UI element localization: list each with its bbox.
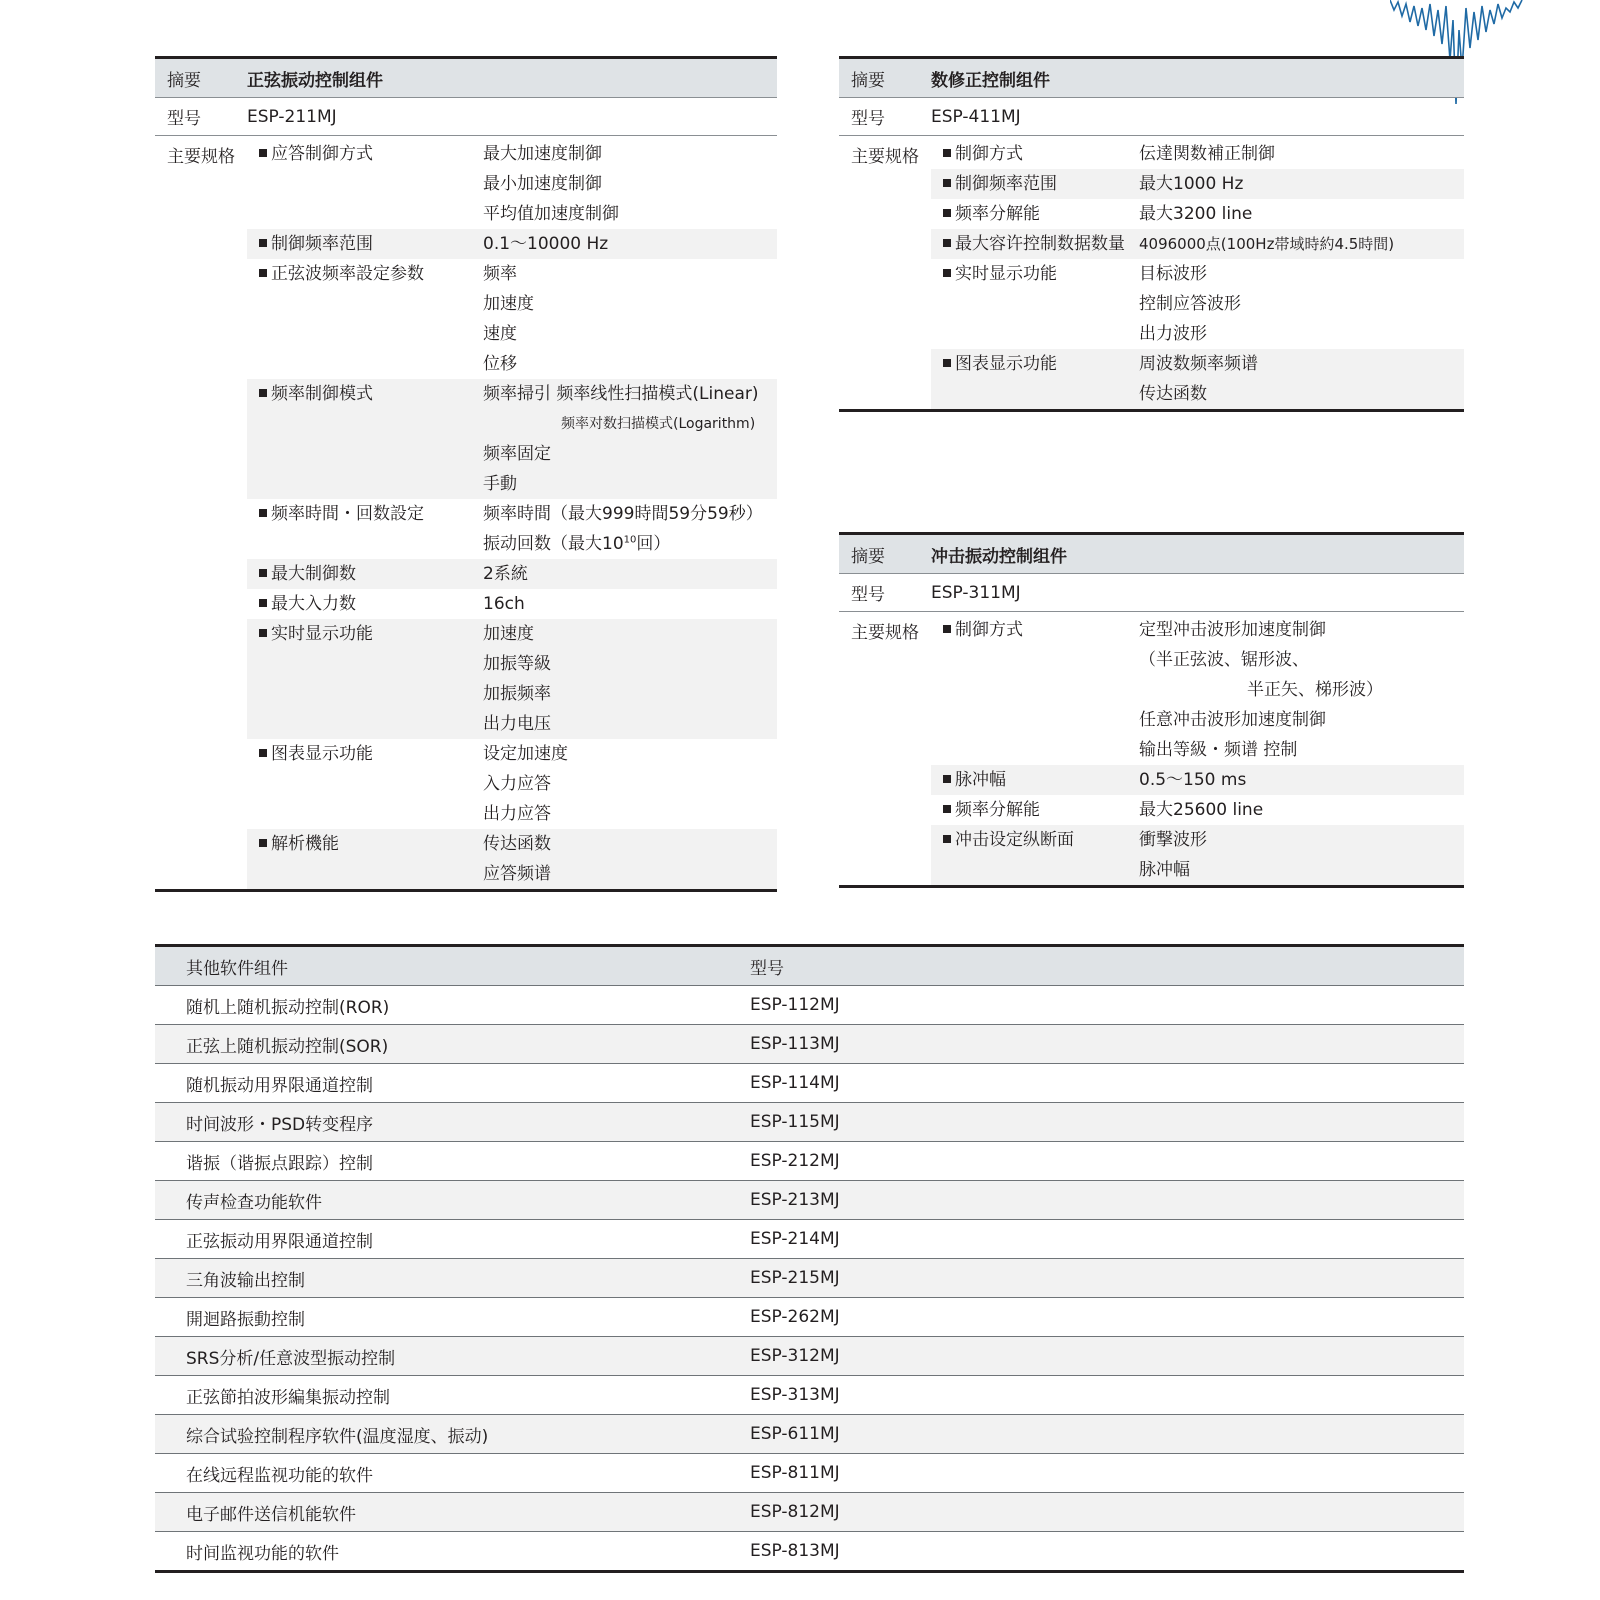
spec-row	[247, 229, 777, 259]
spec-value: 频率	[483, 264, 517, 284]
table-row	[155, 1376, 1464, 1415]
software-name: 时间波形・PSD转变程序	[186, 1114, 374, 1135]
spec-row	[931, 612, 1464, 765]
spec-value: 出力电压	[483, 714, 551, 734]
spec-name: 图表显示功能	[931, 349, 1139, 379]
software-name: 正弦振动用界限通道控制	[186, 1231, 373, 1252]
summary-label: 摘要	[167, 70, 201, 91]
spec-value: 最大加速度制御	[483, 144, 602, 164]
table-header	[155, 59, 777, 98]
spec-value: 速度	[483, 324, 517, 344]
software-model: ESP-611MJ	[750, 1424, 840, 1444]
spec-name: 最大制御数	[247, 559, 483, 589]
software-name: 电子邮件送信机能软件	[186, 1504, 356, 1525]
main-spec-label: 主要规格	[851, 623, 919, 643]
table-row	[155, 1298, 1464, 1337]
spec-value: 最大1000 Hz	[1139, 174, 1244, 194]
spec-name: 实时显示功能	[931, 259, 1139, 289]
shock-control-spec-table	[839, 532, 1464, 888]
table-header	[839, 59, 1464, 98]
model-value: ESP-411MJ	[931, 106, 1021, 127]
spec-value: 衝撃波形	[1139, 830, 1207, 850]
spec-value: 伝達関数補正制御	[1139, 144, 1275, 164]
spec-value: 传达函数	[1139, 384, 1207, 404]
spec-value: 最小加速度制御	[483, 174, 602, 194]
software-name: 谐振（谐振点跟踪）控制	[186, 1153, 373, 1174]
spec-name: 频率分解能	[931, 795, 1139, 825]
model-row	[155, 98, 777, 136]
spec-row	[931, 349, 1464, 409]
spec-row	[931, 169, 1464, 199]
software-name: 随机振动用界限通道控制	[186, 1075, 373, 1096]
spec-name: 解析機能	[247, 829, 483, 859]
spec-row	[247, 619, 777, 739]
spec-value: 频率掃引 频率线性扫描模式(Linear)	[483, 384, 759, 404]
software-model: ESP-813MJ	[750, 1541, 840, 1561]
module-title: 数修正控制组件	[931, 70, 1050, 91]
spec-value: 位移	[483, 354, 517, 374]
spec-row	[247, 559, 777, 589]
spec-value: 加振频率	[483, 684, 551, 704]
software-model: ESP-113MJ	[750, 1034, 840, 1054]
model-value: ESP-311MJ	[931, 582, 1021, 603]
spec-row	[931, 765, 1464, 795]
spec-name: 最大入力数	[247, 589, 483, 619]
spec-name: 频率時間・回数設定	[247, 499, 483, 529]
spec-row	[247, 259, 777, 379]
software-model: ESP-262MJ	[750, 1307, 840, 1327]
model-row	[839, 574, 1464, 612]
spec-name: 应答制御方式	[247, 139, 483, 169]
spec-name: 最大容许控制数据数量	[931, 229, 1139, 259]
spec-value: 出力波形	[1139, 324, 1207, 344]
spec-name: 频率分解能	[931, 199, 1139, 229]
spec-value: 应答频谱	[483, 864, 551, 884]
software-model: ESP-214MJ	[750, 1229, 840, 1249]
spec-value: 控制应答波形	[1139, 294, 1241, 314]
software-name: 開迴路振動控制	[186, 1309, 305, 1330]
software-model: ESP-213MJ	[750, 1190, 840, 1210]
spec-value: 设定加速度	[483, 744, 568, 764]
table-header	[155, 947, 1464, 986]
table-row	[155, 1181, 1464, 1220]
spec-value: 加速度	[483, 294, 534, 314]
spec-row	[931, 136, 1464, 169]
spec-value: 0.1～10000 Hz	[483, 234, 609, 254]
count-suffix: 回）	[636, 534, 671, 554]
spec-value: 频率对数扫描模式(Logarithm)	[561, 416, 756, 432]
spec-value: 加速度	[483, 624, 534, 644]
main-spec-label: 主要规格	[167, 147, 235, 167]
software-model: ESP-313MJ	[750, 1385, 840, 1405]
table-row	[155, 1025, 1464, 1064]
spec-name: 图表显示功能	[247, 739, 483, 769]
software-name: 正弦節拍波形編集振动控制	[186, 1387, 390, 1408]
model-label: 型号	[851, 585, 885, 605]
main-spec-label: 主要规格	[851, 147, 919, 167]
table-row	[155, 1064, 1464, 1103]
table-row	[155, 1259, 1464, 1298]
software-model: ESP-114MJ	[750, 1073, 840, 1093]
model-row	[839, 98, 1464, 136]
table-row	[155, 1493, 1464, 1532]
spec-value: 频率固定	[483, 444, 551, 464]
spec-row	[247, 499, 777, 559]
table-row	[155, 1103, 1464, 1142]
spec-name: 制御方式	[931, 139, 1139, 169]
spec-row	[247, 379, 777, 499]
software-name: 时间监视功能的软件	[186, 1543, 339, 1564]
spec-value: 手動	[483, 474, 517, 494]
spec-row	[247, 589, 777, 619]
spec-row	[247, 739, 777, 829]
spec-value: （半正弦波、锯形波、	[1139, 650, 1309, 670]
spec-value: 入力应答	[483, 774, 551, 794]
spec-name: 脉冲幅	[931, 765, 1139, 795]
table-header	[839, 535, 1464, 574]
spec-row	[247, 136, 777, 229]
spec-row	[931, 259, 1464, 349]
spec-value: 0.5～150 ms	[1139, 770, 1247, 790]
model-label: 型号	[851, 109, 885, 129]
summary-label: 摘要	[851, 546, 885, 567]
software-model: ESP-215MJ	[750, 1268, 840, 1288]
spec-name: 频率制御模式	[247, 379, 483, 409]
software-model: ESP-812MJ	[750, 1502, 840, 1522]
spec-row	[931, 795, 1464, 825]
software-model: ESP-312MJ	[750, 1346, 840, 1366]
spec-name: 制御频率范围	[931, 169, 1139, 199]
spec-value: 出力应答	[483, 804, 551, 824]
spec-value: 16ch	[483, 594, 525, 614]
other-software-table	[155, 944, 1464, 1573]
spec-value: 任意冲击波形加速度制御	[1139, 710, 1326, 730]
summary-label: 摘要	[851, 70, 885, 91]
spec-value: 最大25600 line	[1139, 800, 1264, 820]
tfc-control-spec-table	[839, 56, 1464, 412]
spec-name: 正弦波频率設定参数	[247, 259, 483, 289]
spec-body	[839, 136, 1464, 409]
software-name: 随机上随机振动控制(ROR)	[186, 997, 390, 1018]
spec-value: 4096000点(100Hz帯域時約4.5時間)	[1139, 235, 1395, 253]
spec-value: 目标波形	[1139, 264, 1207, 284]
spec-value: 定型冲击波形加速度制御	[1139, 620, 1326, 640]
spec-value: 传达函数	[483, 834, 551, 854]
spec-name: 制御频率范围	[247, 229, 483, 259]
software-model: ESP-115MJ	[750, 1112, 840, 1132]
spec-body	[155, 136, 777, 889]
spec-value: 最大3200 line	[1139, 204, 1253, 224]
table-row	[155, 986, 1464, 1025]
column-header-model: 型号	[750, 958, 784, 979]
software-model: ESP-112MJ	[750, 995, 840, 1015]
model-label: 型号	[167, 109, 201, 129]
spec-row	[931, 825, 1464, 885]
count-exponent: 10	[623, 534, 637, 546]
spec-name: 制御方式	[931, 615, 1139, 645]
spec-value	[483, 529, 763, 559]
spec-row	[931, 229, 1464, 259]
model-value: ESP-211MJ	[247, 106, 337, 127]
table-row	[155, 1337, 1464, 1376]
table-row	[155, 1142, 1464, 1181]
software-model: ESP-811MJ	[750, 1463, 840, 1483]
spec-value: 周波数频率频谱	[1139, 354, 1258, 374]
module-title: 冲击振动控制组件	[931, 546, 1067, 567]
table-row	[155, 1415, 1464, 1454]
spec-value: 2系統	[483, 564, 528, 584]
spec-value: 加振等級	[483, 654, 551, 674]
software-name: 传声检查功能软件	[186, 1192, 322, 1213]
spec-row	[931, 199, 1464, 229]
column-header-name: 其他软件组件	[186, 958, 288, 979]
software-name: SRS分析/任意波型振动控制	[186, 1348, 396, 1369]
software-model: ESP-212MJ	[750, 1151, 840, 1171]
spec-row	[247, 829, 777, 889]
software-name: 综合试验控制程序软件(温度湿度、振动)	[186, 1426, 489, 1447]
table-row	[155, 1220, 1464, 1259]
module-title: 正弦振动控制组件	[247, 70, 383, 91]
sine-control-spec-table	[155, 56, 777, 892]
spec-name: 冲击设定纵断面	[931, 825, 1139, 855]
table-row	[155, 1532, 1464, 1570]
spec-value: 平均值加速度制御	[483, 204, 619, 224]
spec-body	[839, 612, 1464, 885]
spec-value: 脉冲幅	[1139, 860, 1190, 880]
count-prefix: 振动回数（最大10	[483, 534, 624, 554]
table-row	[155, 1454, 1464, 1493]
spec-name: 实时显示功能	[247, 619, 483, 649]
spec-value: 半正矢、梯形波）	[1247, 680, 1383, 700]
software-name: 正弦上随机振动控制(SOR)	[186, 1036, 389, 1057]
spec-value: 输出等級・频谱 控制	[1139, 740, 1298, 760]
software-name: 三角波输出控制	[186, 1270, 305, 1291]
spec-value: 频率時間（最大999時間59分59秒）	[483, 504, 763, 524]
software-name: 在线远程监视功能的软件	[186, 1465, 373, 1486]
